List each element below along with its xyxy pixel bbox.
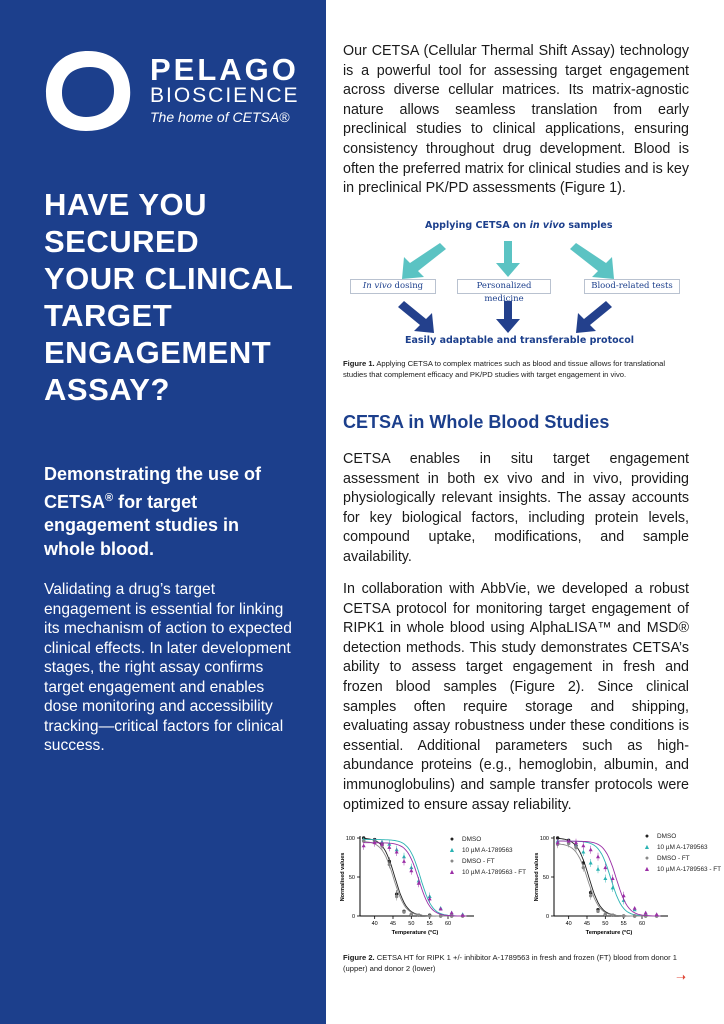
intro-paragraph: Validating a drug’s target engagement is essential for linking its mechanism of action to expected clinical effects. In later development stages, the right assay confirms target engagement and enables dose monitoring and accessibility tracking—critical factors for clinical success. — [44, 581, 292, 754]
headline-line: YOUR CLINICAL — [44, 261, 294, 296]
legend-label: DMSO — [462, 836, 482, 843]
legend-item — [642, 853, 721, 864]
legend-marker-icon: ● — [644, 833, 650, 840]
paragraph-cetsa-intro: Our CETSA (Cellular Thermal Shift Assay) technology is a powerful tool for assessing target engagement across diverse cellular matrices. Its matrix-agnostic nature allows seamless translation from early preclinical studies to clinical applications, ensuring consistency throughout drug development. Blood is often the preferred matrix for clinical studies and is key in preclinical PK/PD assessments (Figure 1). — [343, 43, 689, 197]
navy-arrow-left-icon — [398, 301, 434, 333]
x-tick-label: 40 — [565, 921, 572, 927]
legend-marker-icon: ● — [449, 836, 455, 843]
data-point — [402, 910, 405, 913]
subhead-part: for target engagement studies in whole blood. — [44, 491, 240, 559]
navy-arrow-right-icon — [576, 301, 612, 333]
legend-marker-icon: ● — [449, 858, 455, 865]
headline-line: ASSAY? — [44, 372, 170, 407]
box-italic: In vivo — [362, 281, 392, 291]
legend-item — [642, 831, 721, 842]
x-tick-label: 60 — [444, 921, 452, 927]
data-point — [655, 912, 659, 916]
legend-marker-icon: ▲ — [448, 847, 456, 854]
figure1-caption — [343, 359, 688, 380]
data-point — [417, 914, 420, 917]
caption-text: CETSA HT for RIPK 1 +/- inhibitor A-1789563 in fresh and frozen (FT) blood from donor 1 (upper) and donor 2 (lower) — [343, 953, 677, 973]
x-tick-label: 45 — [389, 921, 397, 927]
figure1-footer: Easily adaptable and transferable protocol — [405, 335, 635, 346]
figure1-title-italic: in vivo — [529, 220, 566, 231]
legend-marker-icon: ▲ — [643, 866, 651, 873]
figure1-box-personalized: Personalized medicine — [457, 279, 551, 294]
next-page-arrow-icon[interactable]: ➝ — [676, 970, 687, 984]
data-point — [450, 911, 454, 915]
y-tick-label: 100 — [539, 836, 549, 842]
brand-name: PELAGO — [150, 52, 299, 87]
data-point — [604, 913, 607, 916]
legend-label: 10 µM A-1789563 - FT — [462, 869, 527, 876]
legend-label: 10 µM A-1789563 — [462, 847, 513, 854]
box-text: dosing — [391, 281, 424, 291]
paragraph-abbvie: In collaboration with AbbVie, we developed a robust CETSA protocol for monitoring target engagement of RIPK1 in whole blood using AlphaLISA™ and MSD® detection methods. This study demonstrates CETSA’s ability to assess target engagement in fresh and frozen blood samples (Figure 2). Since clinical samples often require storage and shipping, evaluating assay robustness under these conditions is essential. Additional parameters such as high-abundance proteins (e.g., hemoglobin, albumin, and immunoglobulins) and sample transfer protocols were optimized to ensure assay reliability. — [343, 581, 689, 813]
brand-tagline: The home of CETSA® — [150, 109, 290, 125]
data-point — [428, 914, 431, 917]
legend-item — [642, 842, 721, 853]
figure1-box-in-vivo — [350, 279, 436, 294]
figure1-title — [425, 220, 613, 231]
y-tick-label: 50 — [542, 875, 549, 881]
paragraph-whole-blood: CETSA enables in situ target engagement assessment in both ex vivo and in vivo, providing physiologically relevant insights. The assay accounts for key biological factors, including protein levels, compound uptake, modifications, and sample availability. — [343, 451, 689, 565]
headline-line: SECURED — [44, 224, 200, 259]
legend-item — [447, 834, 526, 845]
y-tick-label: 0 — [545, 914, 549, 920]
y-tick-label: 100 — [345, 836, 355, 842]
headline-line: ENGAGEMENT — [44, 335, 272, 370]
brand-sub: BIOSCIENCE — [150, 84, 300, 107]
registered-mark: ® — [105, 491, 114, 504]
legend-item — [447, 845, 526, 856]
x-axis-label: Temperature (°C) — [391, 930, 439, 936]
figure1-title-part: Applying CETSA on — [425, 220, 530, 231]
chart-legend-donor1 — [447, 834, 526, 878]
legend-marker-icon: ● — [644, 855, 650, 862]
y-tick-label: 50 — [348, 875, 355, 881]
legend-label: 10 µM A-1789563 - FT — [657, 866, 722, 873]
data-point — [633, 906, 637, 910]
x-tick-label: 50 — [602, 921, 609, 927]
left-panel — [0, 0, 326, 1024]
legend-marker-icon: ▲ — [448, 869, 456, 876]
data-point — [596, 910, 599, 913]
teal-arrow-left-icon — [402, 243, 446, 279]
headline — [44, 186, 314, 408]
figure1-title-part: samples — [565, 220, 613, 231]
subhead-part: Demonstrating the use of CETSA — [44, 464, 262, 512]
x-tick-label: 50 — [408, 921, 415, 927]
chart-legend-donor2 — [642, 831, 721, 875]
data-point — [410, 913, 413, 916]
teal-arrow-icons — [402, 241, 614, 279]
legend-label: DMSO — [657, 833, 677, 840]
subheading — [44, 463, 294, 561]
y-axis-label: Normalised values — [534, 852, 540, 902]
x-tick-label: 40 — [371, 921, 378, 927]
legend-item — [447, 867, 526, 878]
caption-label: Figure 2. — [343, 953, 375, 962]
headline-line: HAVE YOU — [44, 187, 208, 222]
x-tick-label: 55 — [426, 921, 433, 927]
headline-line: TARGET — [44, 298, 173, 333]
figure1-box-blood: Blood-related tests — [584, 279, 680, 294]
teal-arrow-center-icon — [496, 241, 520, 277]
legend-label: 10 µM A-1789563 — [657, 844, 708, 851]
y-axis-label: Normalised values — [340, 852, 346, 902]
section-title: CETSA in Whole Blood Studies — [343, 412, 610, 432]
data-point — [633, 914, 636, 917]
caption-text: Applying CETSA to complex matrices such as blood and tissue allows for translational studies that complement efficacy and PK/PD studies with target engagement in vivo. — [343, 359, 666, 379]
caption-label: Figure 1. — [343, 359, 375, 368]
x-axis-label: Temperature (°C) — [585, 930, 633, 936]
pelago-logo-icon — [40, 45, 136, 135]
legend-marker-icon: ▲ — [643, 844, 651, 851]
data-point — [611, 914, 614, 917]
x-tick-label: 45 — [583, 921, 591, 927]
y-tick-label: 0 — [351, 914, 355, 920]
legend-label: DMSO - FT — [462, 858, 495, 865]
x-tick-label: 55 — [620, 921, 627, 927]
data-point — [644, 911, 648, 915]
legend-item — [447, 856, 526, 867]
data-point — [622, 914, 625, 917]
teal-arrow-right-icon — [570, 243, 614, 279]
figure2-caption — [343, 953, 688, 974]
legend-item — [642, 864, 721, 875]
legend-label: DMSO - FT — [657, 855, 690, 862]
x-tick-label: 60 — [638, 921, 646, 927]
